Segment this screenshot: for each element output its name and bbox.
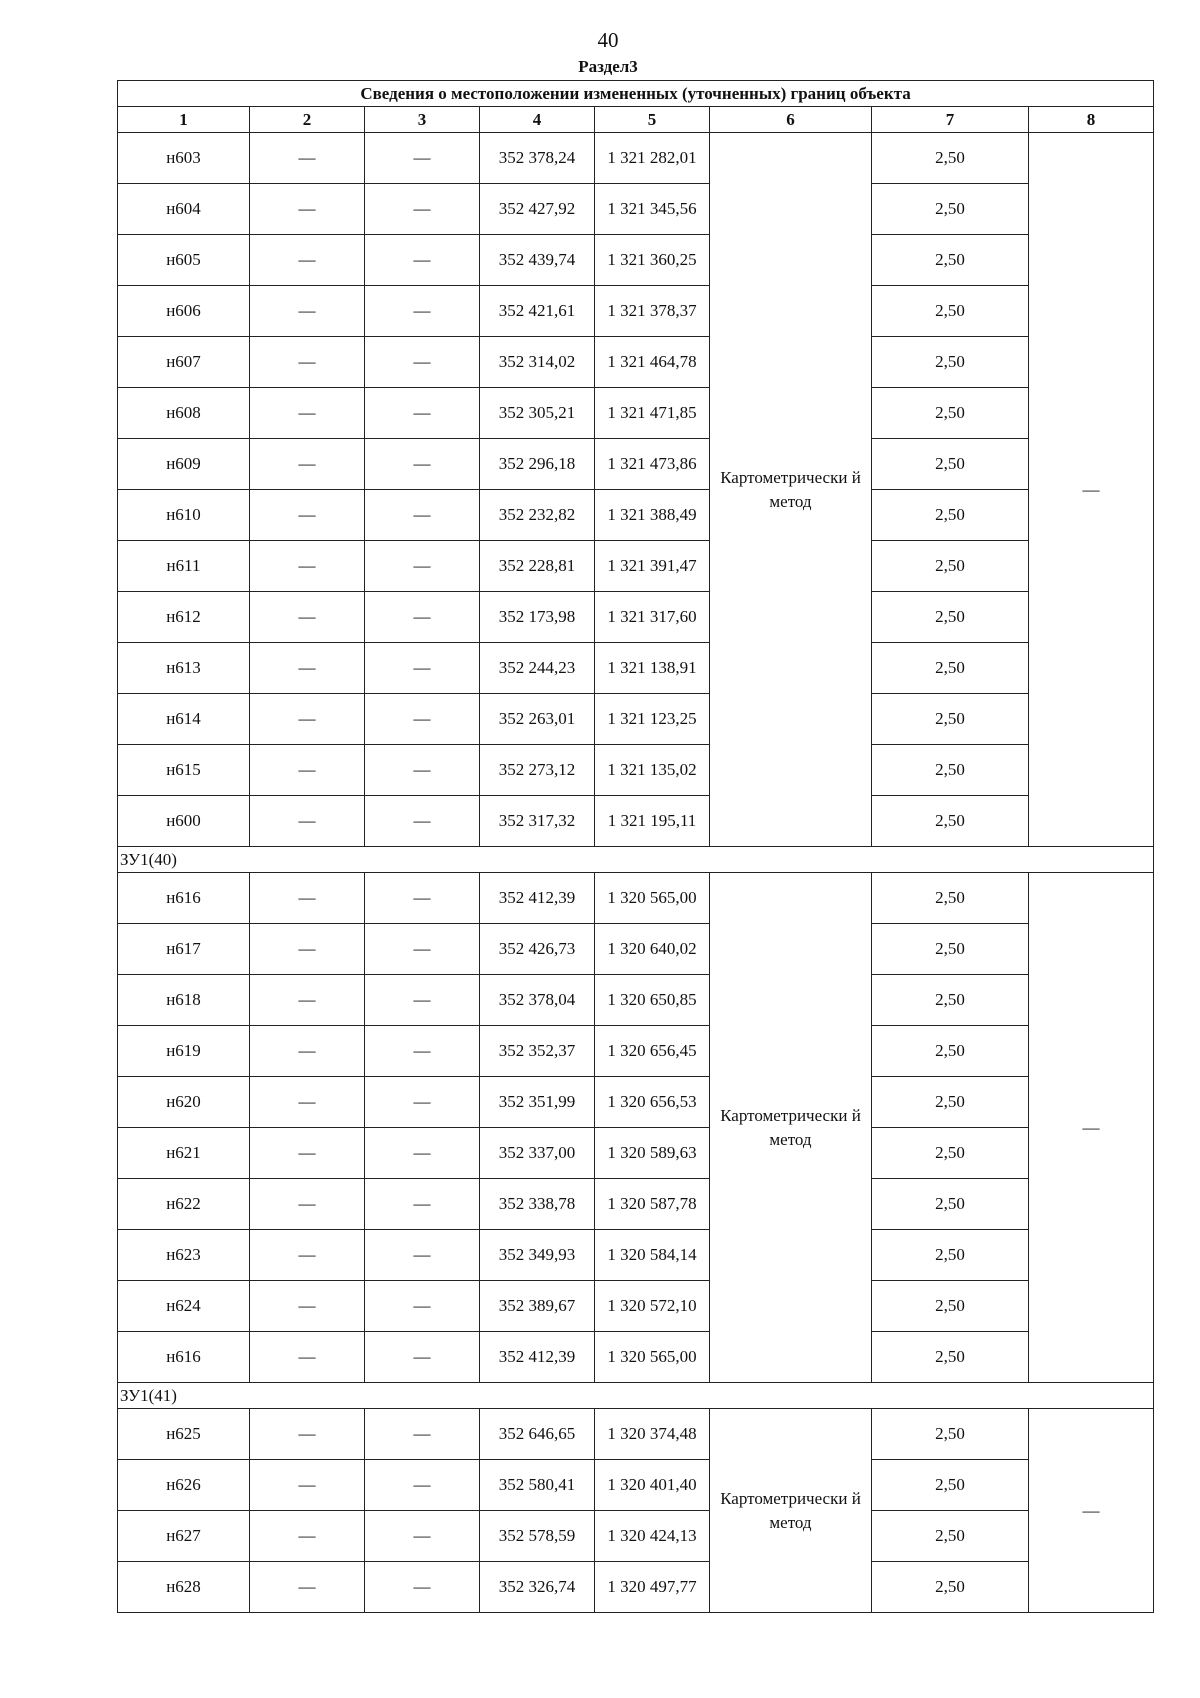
x-coordinate-cell: 352 427,92 xyxy=(480,184,595,235)
parcel-group-row xyxy=(118,1383,1154,1409)
accuracy-cell: 2,50 xyxy=(872,924,1029,975)
accuracy-cell: 2,50 xyxy=(872,1511,1029,1562)
table-row xyxy=(118,235,1154,286)
point-id-cell: н612 xyxy=(118,592,250,643)
accuracy-cell: 2,50 xyxy=(872,1230,1029,1281)
column-number: 8 xyxy=(1029,107,1154,133)
y-coordinate-cell: 1 320 572,10 xyxy=(595,1281,710,1332)
column-2-cell: — xyxy=(250,286,365,337)
table-row xyxy=(118,133,1154,184)
accuracy-cell: 2,50 xyxy=(872,388,1029,439)
y-coordinate-cell: 1 320 656,53 xyxy=(595,1077,710,1128)
point-id-cell: н623 xyxy=(118,1230,250,1281)
accuracy-cell: 2,50 xyxy=(872,694,1029,745)
column-2-cell: — xyxy=(250,924,365,975)
y-coordinate-cell: 1 320 424,13 xyxy=(595,1511,710,1562)
column-3-cell: — xyxy=(365,1332,480,1383)
x-coordinate-cell: 352 351,99 xyxy=(480,1077,595,1128)
parcel-group-label: ЗУ1(41) xyxy=(118,1383,1154,1409)
accuracy-cell: 2,50 xyxy=(872,975,1029,1026)
point-id-cell: н616 xyxy=(118,1332,250,1383)
y-coordinate-cell: 1 321 123,25 xyxy=(595,694,710,745)
column-3-cell: — xyxy=(365,1281,480,1332)
x-coordinate-cell: 352 352,37 xyxy=(480,1026,595,1077)
table-row xyxy=(118,1562,1154,1613)
y-coordinate-cell: 1 321 464,78 xyxy=(595,337,710,388)
column-3-cell: — xyxy=(365,286,480,337)
accuracy-cell: 2,50 xyxy=(872,592,1029,643)
point-id-cell: н615 xyxy=(118,745,250,796)
x-coordinate-cell: 352 412,39 xyxy=(480,1332,595,1383)
table-row xyxy=(118,1332,1154,1383)
table-row xyxy=(118,439,1154,490)
accuracy-cell: 2,50 xyxy=(872,1026,1029,1077)
x-coordinate-cell: 352 228,81 xyxy=(480,541,595,592)
column-2-cell: — xyxy=(250,1077,365,1128)
column-3-cell: — xyxy=(365,1562,480,1613)
table-row xyxy=(118,1409,1154,1460)
column-number: 6 xyxy=(710,107,872,133)
table-row xyxy=(118,184,1154,235)
column-2-cell: — xyxy=(250,133,365,184)
table-row xyxy=(118,924,1154,975)
accuracy-cell: 2,50 xyxy=(872,745,1029,796)
accuracy-cell: 2,50 xyxy=(872,490,1029,541)
column-8-cell: — xyxy=(1029,133,1154,847)
y-coordinate-cell: 1 320 584,14 xyxy=(595,1230,710,1281)
table-caption: Сведения о местоположении измененных (уточненных) границ объекта xyxy=(118,81,1154,107)
column-3-cell: — xyxy=(365,133,480,184)
point-id-cell: н616 xyxy=(118,873,250,924)
method-cell: Картометрически й метод xyxy=(710,133,872,847)
point-id-cell: н627 xyxy=(118,1511,250,1562)
column-2-cell: — xyxy=(250,643,365,694)
point-id-cell: н603 xyxy=(118,133,250,184)
column-3-cell: — xyxy=(365,1511,480,1562)
column-number-row xyxy=(118,107,1154,133)
accuracy-cell: 2,50 xyxy=(872,1409,1029,1460)
y-coordinate-cell: 1 321 360,25 xyxy=(595,235,710,286)
table-row xyxy=(118,1511,1154,1562)
column-number: 5 xyxy=(595,107,710,133)
column-3-cell: — xyxy=(365,1460,480,1511)
table-row xyxy=(118,796,1154,847)
page-number: 40 xyxy=(597,28,619,52)
x-coordinate-cell: 352 349,93 xyxy=(480,1230,595,1281)
x-coordinate-cell: 352 421,61 xyxy=(480,286,595,337)
accuracy-cell: 2,50 xyxy=(872,1562,1029,1613)
column-2-cell: — xyxy=(250,1026,365,1077)
parcel-group-label: ЗУ1(40) xyxy=(118,847,1154,873)
column-2-cell: — xyxy=(250,1460,365,1511)
column-number: 2 xyxy=(250,107,365,133)
column-2-cell: — xyxy=(250,592,365,643)
column-2-cell: — xyxy=(250,1332,365,1383)
y-coordinate-cell: 1 320 401,40 xyxy=(595,1460,710,1511)
column-2-cell: — xyxy=(250,235,365,286)
column-3-cell: — xyxy=(365,235,480,286)
table-row xyxy=(118,388,1154,439)
column-3-cell: — xyxy=(365,388,480,439)
accuracy-cell: 2,50 xyxy=(872,235,1029,286)
y-coordinate-cell: 1 321 317,60 xyxy=(595,592,710,643)
column-2-cell: — xyxy=(250,873,365,924)
column-3-cell: — xyxy=(365,796,480,847)
column-number: 7 xyxy=(872,107,1029,133)
point-id-cell: н604 xyxy=(118,184,250,235)
point-id-cell: н624 xyxy=(118,1281,250,1332)
column-3-cell: — xyxy=(365,439,480,490)
column-2-cell: — xyxy=(250,1281,365,1332)
accuracy-cell: 2,50 xyxy=(872,286,1029,337)
parcel-group-row xyxy=(118,847,1154,873)
x-coordinate-cell: 352 412,39 xyxy=(480,873,595,924)
point-id-cell: н610 xyxy=(118,490,250,541)
point-id-cell: н625 xyxy=(118,1409,250,1460)
table-row xyxy=(118,745,1154,796)
accuracy-cell: 2,50 xyxy=(872,1460,1029,1511)
table-row xyxy=(118,694,1154,745)
x-coordinate-cell: 352 317,32 xyxy=(480,796,595,847)
accuracy-cell: 2,50 xyxy=(872,873,1029,924)
accuracy-cell: 2,50 xyxy=(872,1077,1029,1128)
point-id-cell: н607 xyxy=(118,337,250,388)
y-coordinate-cell: 1 321 282,01 xyxy=(595,133,710,184)
point-id-cell: н613 xyxy=(118,643,250,694)
x-coordinate-cell: 352 173,98 xyxy=(480,592,595,643)
y-coordinate-cell: 1 321 473,86 xyxy=(595,439,710,490)
column-2-cell: — xyxy=(250,1562,365,1613)
column-8-cell: — xyxy=(1029,1409,1154,1613)
accuracy-cell: 2,50 xyxy=(872,1179,1029,1230)
table-row xyxy=(118,592,1154,643)
table-body xyxy=(118,81,1154,1613)
point-id-cell: н600 xyxy=(118,796,250,847)
x-coordinate-cell: 352 338,78 xyxy=(480,1179,595,1230)
x-coordinate-cell: 352 439,74 xyxy=(480,235,595,286)
point-id-cell: н611 xyxy=(118,541,250,592)
table-caption-row xyxy=(118,81,1154,107)
column-3-cell: — xyxy=(365,694,480,745)
section-title: Раздел3 xyxy=(578,57,638,76)
y-coordinate-cell: 1 321 135,02 xyxy=(595,745,710,796)
table-row xyxy=(118,490,1154,541)
table-row xyxy=(118,1077,1154,1128)
y-coordinate-cell: 1 321 378,37 xyxy=(595,286,710,337)
boundary-coordinates-table xyxy=(117,80,1154,1613)
column-2-cell: — xyxy=(250,1511,365,1562)
y-coordinate-cell: 1 321 471,85 xyxy=(595,388,710,439)
accuracy-cell: 2,50 xyxy=(872,1128,1029,1179)
point-id-cell: н619 xyxy=(118,1026,250,1077)
column-number: 3 xyxy=(365,107,480,133)
column-3-cell: — xyxy=(365,337,480,388)
point-id-cell: н614 xyxy=(118,694,250,745)
column-2-cell: — xyxy=(250,1230,365,1281)
column-3-cell: — xyxy=(365,490,480,541)
table-row xyxy=(118,1128,1154,1179)
x-coordinate-cell: 352 296,18 xyxy=(480,439,595,490)
accuracy-cell: 2,50 xyxy=(872,643,1029,694)
x-coordinate-cell: 352 578,59 xyxy=(480,1511,595,1562)
accuracy-cell: 2,50 xyxy=(872,1281,1029,1332)
column-2-cell: — xyxy=(250,1179,365,1230)
column-3-cell: — xyxy=(365,924,480,975)
y-coordinate-cell: 1 320 640,02 xyxy=(595,924,710,975)
column-2-cell: — xyxy=(250,975,365,1026)
y-coordinate-cell: 1 320 589,63 xyxy=(595,1128,710,1179)
point-id-cell: н618 xyxy=(118,975,250,1026)
y-coordinate-cell: 1 320 497,77 xyxy=(595,1562,710,1613)
point-id-cell: н621 xyxy=(118,1128,250,1179)
table-row xyxy=(118,643,1154,694)
table-row xyxy=(118,541,1154,592)
column-3-cell: — xyxy=(365,643,480,694)
column-3-cell: — xyxy=(365,1409,480,1460)
x-coordinate-cell: 352 337,00 xyxy=(480,1128,595,1179)
x-coordinate-cell: 352 389,67 xyxy=(480,1281,595,1332)
x-coordinate-cell: 352 244,23 xyxy=(480,643,595,694)
column-3-cell: — xyxy=(365,873,480,924)
point-id-cell: н606 xyxy=(118,286,250,337)
accuracy-cell: 2,50 xyxy=(872,439,1029,490)
column-3-cell: — xyxy=(365,592,480,643)
table-row xyxy=(118,1460,1154,1511)
point-id-cell: н622 xyxy=(118,1179,250,1230)
column-3-cell: — xyxy=(365,745,480,796)
column-2-cell: — xyxy=(250,439,365,490)
y-coordinate-cell: 1 321 138,91 xyxy=(595,643,710,694)
x-coordinate-cell: 352 426,73 xyxy=(480,924,595,975)
column-3-cell: — xyxy=(365,1128,480,1179)
column-number: 4 xyxy=(480,107,595,133)
method-cell: Картометрически й метод xyxy=(710,1409,872,1613)
column-2-cell: — xyxy=(250,337,365,388)
column-2-cell: — xyxy=(250,796,365,847)
accuracy-cell: 2,50 xyxy=(872,1332,1029,1383)
y-coordinate-cell: 1 320 565,00 xyxy=(595,1332,710,1383)
x-coordinate-cell: 352 232,82 xyxy=(480,490,595,541)
column-2-cell: — xyxy=(250,541,365,592)
x-coordinate-cell: 352 305,21 xyxy=(480,388,595,439)
y-coordinate-cell: 1 320 565,00 xyxy=(595,873,710,924)
y-coordinate-cell: 1 321 345,56 xyxy=(595,184,710,235)
column-3-cell: — xyxy=(365,975,480,1026)
column-2-cell: — xyxy=(250,694,365,745)
column-3-cell: — xyxy=(365,1179,480,1230)
x-coordinate-cell: 352 378,04 xyxy=(480,975,595,1026)
column-8-cell: — xyxy=(1029,873,1154,1383)
point-id-cell: н617 xyxy=(118,924,250,975)
point-id-cell: н620 xyxy=(118,1077,250,1128)
y-coordinate-cell: 1 321 391,47 xyxy=(595,541,710,592)
method-cell: Картометрически й метод xyxy=(710,873,872,1383)
table-row xyxy=(118,1230,1154,1281)
table-row xyxy=(118,1026,1154,1077)
x-coordinate-cell: 352 580,41 xyxy=(480,1460,595,1511)
column-3-cell: — xyxy=(365,1230,480,1281)
accuracy-cell: 2,50 xyxy=(872,796,1029,847)
table-row xyxy=(118,975,1154,1026)
y-coordinate-cell: 1 321 195,11 xyxy=(595,796,710,847)
y-coordinate-cell: 1 320 587,78 xyxy=(595,1179,710,1230)
column-3-cell: — xyxy=(365,1026,480,1077)
y-coordinate-cell: 1 320 374,48 xyxy=(595,1409,710,1460)
x-coordinate-cell: 352 646,65 xyxy=(480,1409,595,1460)
table-row xyxy=(118,873,1154,924)
y-coordinate-cell: 1 320 656,45 xyxy=(595,1026,710,1077)
column-2-cell: — xyxy=(250,1128,365,1179)
x-coordinate-cell: 352 314,02 xyxy=(480,337,595,388)
table-row xyxy=(118,1281,1154,1332)
accuracy-cell: 2,50 xyxy=(872,133,1029,184)
x-coordinate-cell: 352 326,74 xyxy=(480,1562,595,1613)
point-id-cell: н605 xyxy=(118,235,250,286)
point-id-cell: н609 xyxy=(118,439,250,490)
x-coordinate-cell: 352 273,12 xyxy=(480,745,595,796)
x-coordinate-cell: 352 263,01 xyxy=(480,694,595,745)
column-2-cell: — xyxy=(250,490,365,541)
accuracy-cell: 2,50 xyxy=(872,541,1029,592)
column-2-cell: — xyxy=(250,184,365,235)
point-id-cell: н626 xyxy=(118,1460,250,1511)
point-id-cell: н628 xyxy=(118,1562,250,1613)
table-row xyxy=(118,337,1154,388)
column-3-cell: — xyxy=(365,541,480,592)
y-coordinate-cell: 1 321 388,49 xyxy=(595,490,710,541)
column-2-cell: — xyxy=(250,745,365,796)
column-3-cell: — xyxy=(365,184,480,235)
accuracy-cell: 2,50 xyxy=(872,337,1029,388)
x-coordinate-cell: 352 378,24 xyxy=(480,133,595,184)
table-row xyxy=(118,1179,1154,1230)
column-number: 1 xyxy=(118,107,250,133)
table-row xyxy=(118,286,1154,337)
y-coordinate-cell: 1 320 650,85 xyxy=(595,975,710,1026)
point-id-cell: н608 xyxy=(118,388,250,439)
column-2-cell: — xyxy=(250,1409,365,1460)
column-3-cell: — xyxy=(365,1077,480,1128)
column-2-cell: — xyxy=(250,388,365,439)
accuracy-cell: 2,50 xyxy=(872,184,1029,235)
